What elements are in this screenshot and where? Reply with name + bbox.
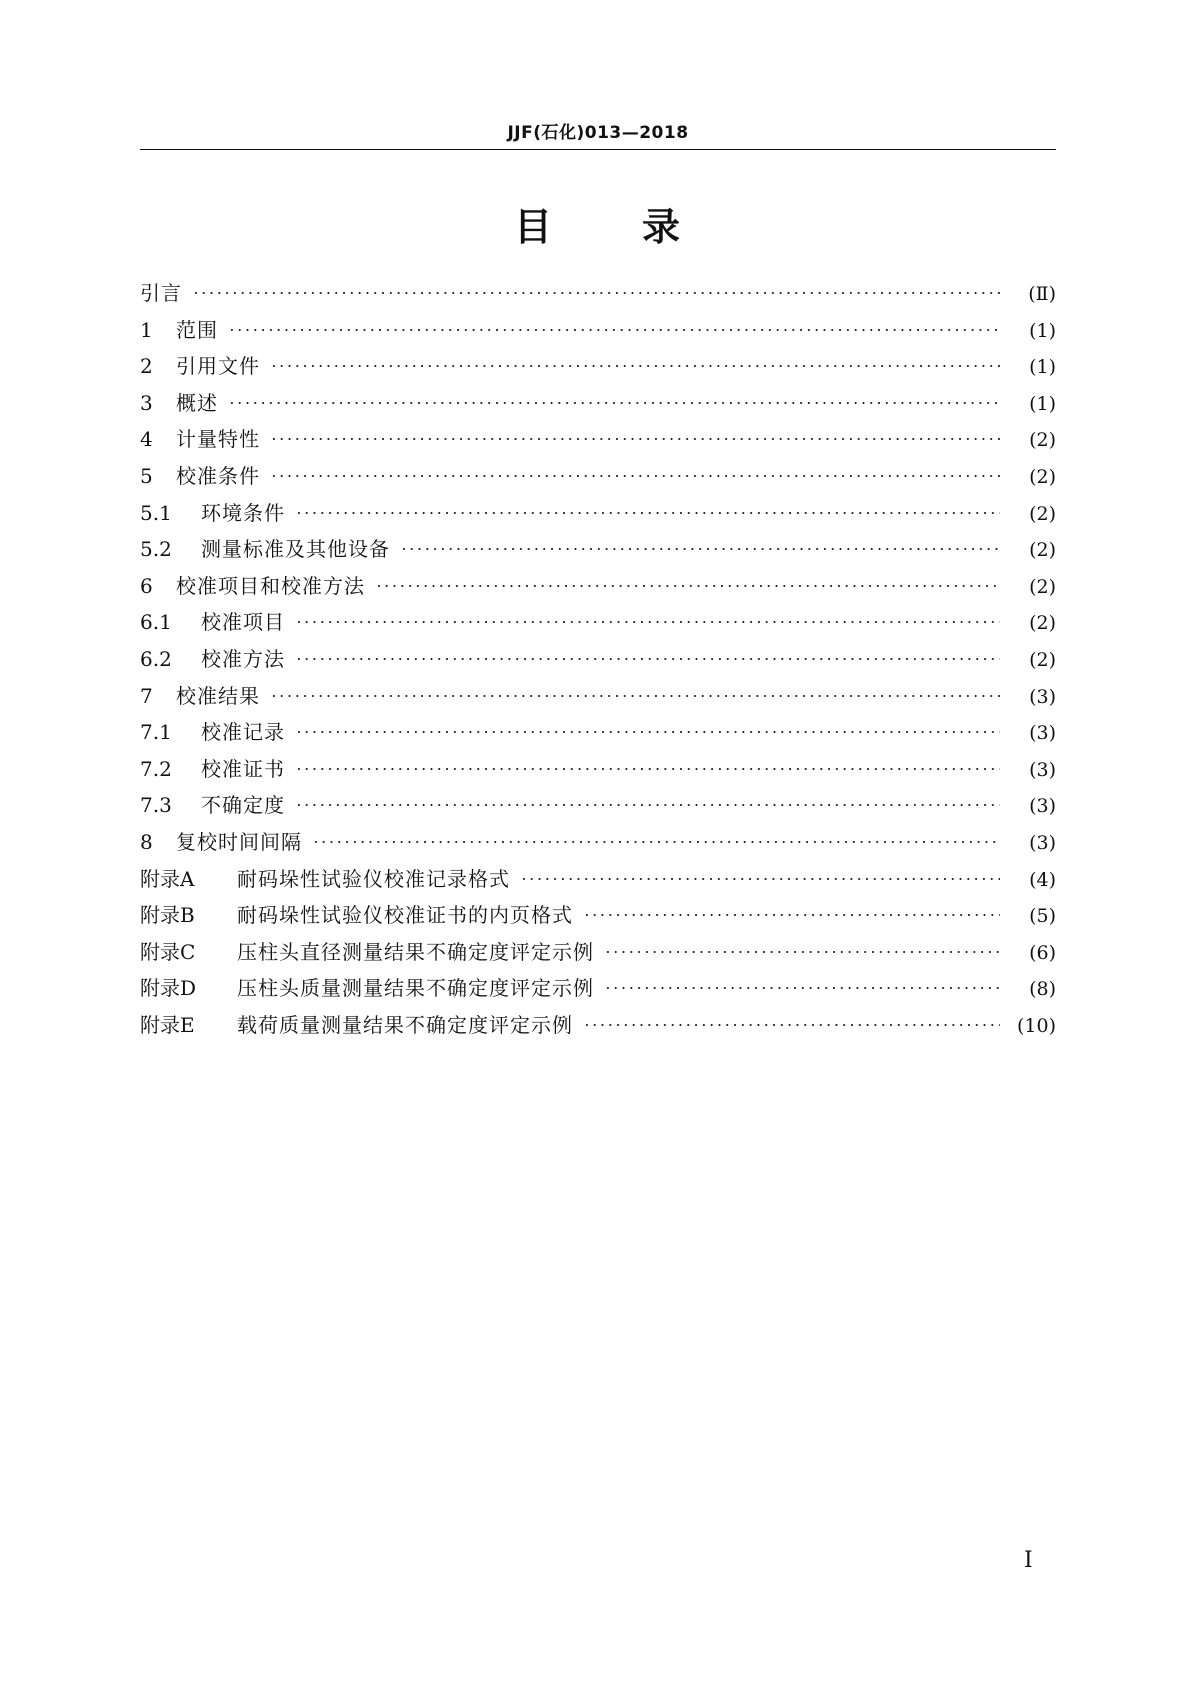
toc-leader-dots xyxy=(520,878,1000,880)
toc-leader-dots xyxy=(583,914,1000,916)
toc-entry-text: 校准记录 xyxy=(201,720,285,745)
toc-entry-number: 附录B xyxy=(140,903,195,928)
toc-entry-page: (2) xyxy=(1029,539,1056,562)
toc-entry-number: 附录A xyxy=(140,866,195,891)
toc-leader-dots xyxy=(604,987,1000,989)
toc-leader-dots xyxy=(295,512,1000,514)
toc-entry-6-2[interactable] xyxy=(140,643,1056,680)
toc-leader-dots xyxy=(295,731,1000,733)
toc-entry-6[interactable] xyxy=(140,570,1056,607)
toc-entry-number: 7.3 xyxy=(140,793,172,818)
toc-entry-appendix-e[interactable] xyxy=(140,1009,1056,1046)
toc-leader-dots xyxy=(295,804,1000,806)
toc-leader-dots xyxy=(312,841,1000,843)
toc-leader-dots xyxy=(295,768,1000,770)
toc-entry-page: (10) xyxy=(1016,1014,1056,1037)
toc-entry-number: 7.1 xyxy=(140,720,172,745)
toc-entry-text: 引用文件 xyxy=(176,354,260,379)
toc-entry-page: (1) xyxy=(1029,356,1056,379)
toc-entry-appendix-c[interactable] xyxy=(140,936,1056,973)
page-title xyxy=(140,196,1056,251)
toc-entry-2[interactable] xyxy=(140,350,1056,387)
toc-entry-page: (2) xyxy=(1029,429,1056,452)
toc-entry-page: (8) xyxy=(1029,978,1056,1001)
toc-leader-dots xyxy=(375,585,1000,587)
toc-leader-dots xyxy=(400,548,1000,550)
toc-entry-text: 校准条件 xyxy=(176,463,260,488)
toc-leader-dots xyxy=(228,402,1000,404)
toc-leader-dots xyxy=(228,329,1000,331)
toc-entry-text: 复校时间间隔 xyxy=(176,829,302,854)
toc-entry-7-2[interactable] xyxy=(140,753,1056,790)
toc-entry-page: (2) xyxy=(1029,648,1056,671)
toc-entry-7-1[interactable] xyxy=(140,716,1056,753)
toc-entry-text: 校准项目和校准方法 xyxy=(176,573,365,598)
toc-entry-6-1[interactable] xyxy=(140,606,1056,643)
toc-entry-text: 校准证书 xyxy=(201,756,285,781)
toc-entry-3[interactable] xyxy=(140,387,1056,424)
toc-entry-text: 耐码垛性试验仪校准证书的内页格式 xyxy=(237,903,573,928)
toc-entry-page: (1) xyxy=(1029,319,1056,342)
toc-entry-text: 校准结果 xyxy=(176,683,260,708)
toc-entry-number: 6.1 xyxy=(140,610,172,635)
toc-entry-page: (6) xyxy=(1029,941,1056,964)
toc-entry-page: (3) xyxy=(1029,758,1056,781)
toc-entry-text: 校准方法 xyxy=(201,646,285,671)
toc-leader-dots xyxy=(583,1024,1000,1026)
toc-entry-text: 不确定度 xyxy=(201,793,285,818)
toc-entry-text: 引言 xyxy=(140,281,182,305)
toc-entry-page: (3) xyxy=(1029,795,1056,818)
toc-entry-text: 计量特性 xyxy=(176,427,260,452)
toc-entry-appendix-a[interactable] xyxy=(140,863,1056,900)
toc-entry-page: (2) xyxy=(1029,575,1056,598)
toc-entry-number: 5.2 xyxy=(140,537,172,562)
toc-entry-text: 概述 xyxy=(176,390,218,415)
table-of-contents xyxy=(140,277,1056,1045)
toc-entry-4[interactable] xyxy=(140,423,1056,460)
toc-entry-number: 附录C xyxy=(140,939,196,964)
toc-entry-number: 5.1 xyxy=(140,500,172,525)
toc-entry-text: 压柱头质量测量结果不确定度评定示例 xyxy=(237,976,594,1001)
toc-entry-page: (3) xyxy=(1029,722,1056,745)
toc-entry-text: 耐码垛性试验仪校准记录格式 xyxy=(237,866,510,891)
toc-leader-dots xyxy=(604,951,1000,953)
toc-entry-page: (1) xyxy=(1029,392,1056,415)
toc-entry-page: (3) xyxy=(1029,685,1056,708)
toc-entry-7-3[interactable] xyxy=(140,789,1056,826)
toc-leader-dots xyxy=(295,621,1000,623)
title-char-1: 目 xyxy=(513,205,554,249)
toc-entry-appendix-b[interactable] xyxy=(140,899,1056,936)
toc-entry-8[interactable] xyxy=(140,826,1056,863)
toc-leader-dots xyxy=(270,475,1000,477)
toc-entry-number: 附录E xyxy=(140,1012,195,1037)
toc-entry-page: (3) xyxy=(1029,831,1056,854)
toc-entry-number: 5 xyxy=(140,463,153,488)
toc-entry-text: 载荷质量测量结果不确定度评定示例 xyxy=(237,1012,573,1037)
toc-entry-number: 8 xyxy=(140,829,153,854)
toc-entry-number: 7 xyxy=(140,683,153,708)
toc-entry-number: 1 xyxy=(140,317,153,342)
toc-leader-dots xyxy=(270,365,1000,367)
toc-entry-text: 校准项目 xyxy=(201,610,285,635)
toc-entry-page: (5) xyxy=(1029,905,1056,928)
toc-entry-number: 6.2 xyxy=(140,646,172,671)
toc-entry-text: 测量标准及其他设备 xyxy=(201,537,390,562)
toc-entry-page: (2) xyxy=(1029,612,1056,635)
toc-entry-number: 7.2 xyxy=(140,756,172,781)
title-char-2: 录 xyxy=(642,205,683,249)
toc-entry-number: 2 xyxy=(140,354,153,379)
page-number: Ⅰ xyxy=(1024,1548,1033,1573)
running-header: JJF(石化)013—2018 xyxy=(507,123,689,143)
toc-entry-7[interactable] xyxy=(140,680,1056,717)
toc-leader-dots xyxy=(270,695,1000,697)
toc-entry-5[interactable] xyxy=(140,460,1056,497)
toc-entry-number: 6 xyxy=(140,573,153,598)
toc-entry-5-2[interactable] xyxy=(140,533,1056,570)
toc-entry-text: 压柱头直径测量结果不确定度评定示例 xyxy=(237,939,594,964)
toc-entry-appendix-d[interactable] xyxy=(140,972,1056,1009)
toc-entry-5-1[interactable] xyxy=(140,497,1056,534)
toc-leader-dots xyxy=(270,438,1000,440)
toc-entry-number: 附录D xyxy=(140,976,197,1001)
toc-leader-dots xyxy=(192,292,1000,294)
toc-entry-foreword[interactable] xyxy=(140,277,1056,314)
toc-entry-page: (Ⅱ) xyxy=(1028,283,1056,305)
toc-entry-page: (2) xyxy=(1029,465,1056,488)
toc-leader-dots xyxy=(295,658,1000,660)
toc-entry-text: 范围 xyxy=(176,317,218,342)
toc-entry-page: (4) xyxy=(1029,868,1056,891)
toc-entry-1[interactable] xyxy=(140,314,1056,351)
toc-entry-number: 4 xyxy=(140,427,153,452)
toc-entry-page: (2) xyxy=(1029,502,1056,525)
toc-entry-number: 3 xyxy=(140,390,153,415)
header-rule xyxy=(140,149,1056,150)
toc-entry-text: 环境条件 xyxy=(201,500,285,525)
